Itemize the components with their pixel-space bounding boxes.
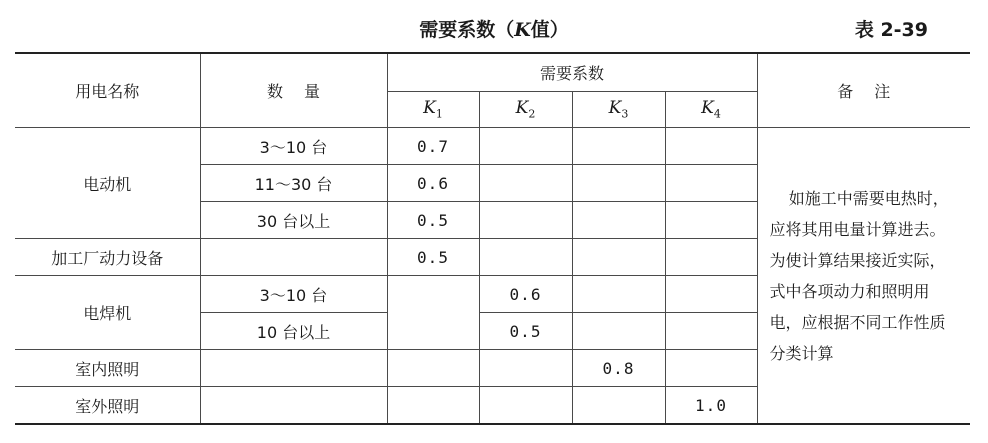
row-name-indoor-lighting: 室内照明	[15, 350, 200, 387]
cell-quantity: 11～30 台	[200, 165, 387, 202]
cell-k3	[572, 165, 665, 202]
col-header-demand-coefficient: 需要系数	[387, 53, 757, 92]
cell-k3	[572, 313, 665, 350]
row-name-outdoor-lighting: 室外照明	[15, 387, 200, 425]
cell-k2	[479, 239, 572, 276]
col-header-name: 用电名称	[15, 53, 200, 128]
title-k-symbol: K	[514, 19, 531, 41]
col-header-k1: $K_1$	[387, 92, 479, 128]
cell-quantity: 10 台以上	[200, 313, 387, 350]
cell-k3: 0.8	[572, 350, 665, 387]
demand-coefficient-table	[15, 52, 970, 425]
table-number: 表 2-39	[854, 19, 928, 41]
cell-k3	[572, 387, 665, 425]
table-title	[0, 15, 988, 42]
title-main: 需要系数（	[419, 19, 515, 41]
header-row-1	[15, 53, 970, 92]
cell-k1	[387, 350, 479, 387]
cell-k2	[479, 202, 572, 239]
cell-k3	[572, 202, 665, 239]
cell-quantity: 3～10 台	[200, 128, 387, 165]
cell-quantity	[200, 239, 387, 276]
col-header-k2: $K_2$	[479, 92, 572, 128]
cell-k1: 0.5	[387, 202, 479, 239]
cell-k4	[665, 128, 757, 165]
cell-k2: 0.5	[479, 313, 572, 350]
cell-quantity	[200, 350, 387, 387]
cell-quantity	[200, 387, 387, 425]
cell-quantity: 3～10 台	[200, 276, 387, 313]
cell-k1	[387, 387, 479, 425]
cell-k3	[572, 276, 665, 313]
cell-k4	[665, 202, 757, 239]
cell-quantity: 30 台以上	[200, 202, 387, 239]
col-header-k3: $K_3$	[572, 92, 665, 128]
cell-k2	[479, 165, 572, 202]
remark-cell	[757, 128, 970, 425]
col-header-quantity: 数 量	[200, 53, 387, 128]
cell-k4	[665, 350, 757, 387]
cell-k4	[665, 276, 757, 313]
cell-k1: 0.6	[387, 165, 479, 202]
cell-k4	[665, 165, 757, 202]
title-tail: 值）	[530, 19, 569, 41]
row-name-motor: 电动机	[15, 128, 200, 239]
cell-k3	[572, 239, 665, 276]
cell-k4	[665, 313, 757, 350]
row-name-welder: 电焊机	[15, 276, 200, 350]
cell-k3	[572, 128, 665, 165]
cell-k4	[665, 239, 757, 276]
cell-k1: 0.5	[387, 239, 479, 276]
cell-k1	[387, 276, 479, 350]
cell-k4: 1.0	[665, 387, 757, 425]
cell-k2	[479, 387, 572, 425]
col-header-k4: $K_4$	[665, 92, 757, 128]
table-row	[15, 128, 970, 165]
table-header	[0, 0, 988, 52]
cell-k2: 0.6	[479, 276, 572, 313]
cell-k2	[479, 128, 572, 165]
cell-k2	[479, 350, 572, 387]
remark-text: 如施工中需要电热时，应将其用电量计算进去。为使计算结果接近实际，式中各项动力和照明用电，应根据不同工作性质分类计算	[769, 188, 949, 363]
col-header-remark: 备 注	[757, 53, 970, 128]
row-name-factory: 加工厂动力设备	[15, 239, 200, 276]
cell-k1: 0.7	[387, 128, 479, 165]
